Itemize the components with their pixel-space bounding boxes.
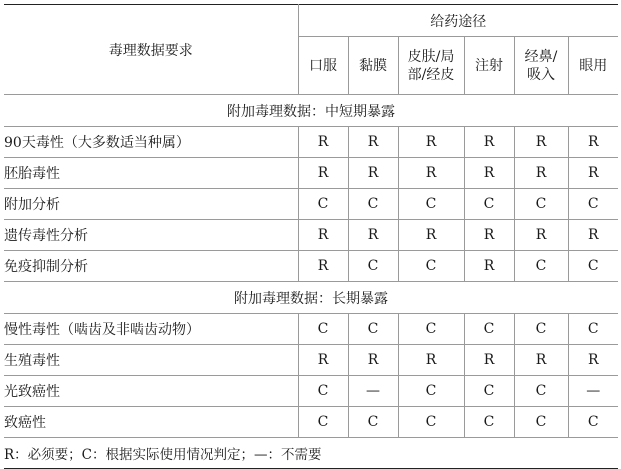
- requirement-cell: C: [464, 376, 514, 407]
- row-label: 光致癌性: [4, 376, 298, 407]
- row-label: 免疫抑制分析: [4, 251, 298, 282]
- section-title: 附加毒理数据：长期暴露: [4, 282, 618, 314]
- requirement-cell: R: [464, 251, 514, 282]
- requirement-cell: R: [464, 220, 514, 251]
- requirement-cell: R: [348, 127, 398, 158]
- row-label: 遗传毒性分析: [4, 220, 298, 251]
- row-label: 生殖毒性: [4, 345, 298, 376]
- table-row: [4, 158, 618, 189]
- requirement-cell: R: [464, 158, 514, 189]
- requirement-cell: C: [514, 251, 568, 282]
- requirement-cell: R: [568, 345, 618, 376]
- requirement-cell: R: [568, 158, 618, 189]
- requirement-cell: C: [514, 314, 568, 345]
- section-title: 附加毒理数据：中短期暴露: [4, 95, 618, 127]
- requirement-cell: —: [348, 376, 398, 407]
- requirement-cell: R: [514, 158, 568, 189]
- row-label: 90天毒性（大多数适当种属）: [4, 127, 298, 158]
- requirement-cell: R: [464, 127, 514, 158]
- table-row: [4, 251, 618, 282]
- requirement-cell: C: [398, 376, 464, 407]
- requirement-cell: R: [398, 158, 464, 189]
- requirement-cell: C: [298, 189, 348, 220]
- requirement-cell: R: [348, 345, 398, 376]
- footnote: R：必须要；C：根据实际使用情况判定；—：不需要: [4, 438, 618, 469]
- requirement-cell: R: [568, 220, 618, 251]
- corner-header: 毒理数据要求: [4, 5, 298, 95]
- requirement-cell: C: [398, 407, 464, 438]
- requirement-cell: C: [568, 314, 618, 345]
- requirement-cell: —: [568, 376, 618, 407]
- requirement-cell: C: [514, 189, 568, 220]
- route-header-0: 口服: [298, 37, 348, 95]
- table-row: [4, 220, 618, 251]
- route-header-2: 皮肤/局 部/经皮: [398, 37, 464, 95]
- requirement-cell: C: [464, 189, 514, 220]
- requirement-cell: R: [298, 158, 348, 189]
- table-row: [4, 189, 618, 220]
- requirement-cell: C: [568, 407, 618, 438]
- requirement-cell: R: [298, 345, 348, 376]
- requirement-cell: R: [464, 345, 514, 376]
- requirement-cell: C: [464, 314, 514, 345]
- toxicology-requirements-table: [4, 4, 618, 469]
- section-row: [4, 95, 618, 127]
- route-header-4: 经鼻/ 吸入: [514, 37, 568, 95]
- requirement-cell: C: [348, 189, 398, 220]
- table-row: [4, 345, 618, 376]
- requirement-cell: R: [514, 127, 568, 158]
- requirement-cell: R: [568, 127, 618, 158]
- requirement-cell: R: [398, 220, 464, 251]
- section-row: [4, 282, 618, 314]
- requirement-cell: C: [398, 189, 464, 220]
- requirement-cell: C: [348, 251, 398, 282]
- row-label: 致癌性: [4, 407, 298, 438]
- table-row: [4, 314, 618, 345]
- table-row: [4, 127, 618, 158]
- requirement-cell: C: [348, 407, 398, 438]
- requirement-cell: C: [398, 251, 464, 282]
- requirement-cell: R: [298, 251, 348, 282]
- requirement-cell: R: [514, 345, 568, 376]
- requirement-cell: C: [568, 251, 618, 282]
- requirement-cell: C: [464, 407, 514, 438]
- requirement-cell: C: [568, 189, 618, 220]
- route-header-1: 黏膜: [348, 37, 398, 95]
- route-header-3: 注射: [464, 37, 514, 95]
- table-row: [4, 407, 618, 438]
- requirement-cell: C: [348, 314, 398, 345]
- requirement-cell: R: [514, 220, 568, 251]
- table-body: [4, 95, 618, 469]
- row-label: 附加分析: [4, 189, 298, 220]
- route-header-5: 眼用: [568, 37, 618, 95]
- requirement-cell: C: [398, 314, 464, 345]
- requirement-cell: C: [298, 314, 348, 345]
- requirement-cell: R: [398, 345, 464, 376]
- requirement-cell: C: [514, 376, 568, 407]
- requirement-cell: R: [298, 220, 348, 251]
- row-label: 胚胎毒性: [4, 158, 298, 189]
- requirement-cell: C: [514, 407, 568, 438]
- requirement-cell: C: [298, 376, 348, 407]
- row-label: 慢性毒性（啮齿及非啮齿动物）: [4, 314, 298, 345]
- requirement-cell: R: [398, 127, 464, 158]
- requirement-cell: C: [298, 407, 348, 438]
- route-group-header: 给药途径: [298, 5, 618, 37]
- footnote-row: [4, 438, 618, 469]
- requirement-cell: R: [348, 220, 398, 251]
- requirement-cell: R: [348, 158, 398, 189]
- requirement-cell: R: [298, 127, 348, 158]
- table-row: [4, 376, 618, 407]
